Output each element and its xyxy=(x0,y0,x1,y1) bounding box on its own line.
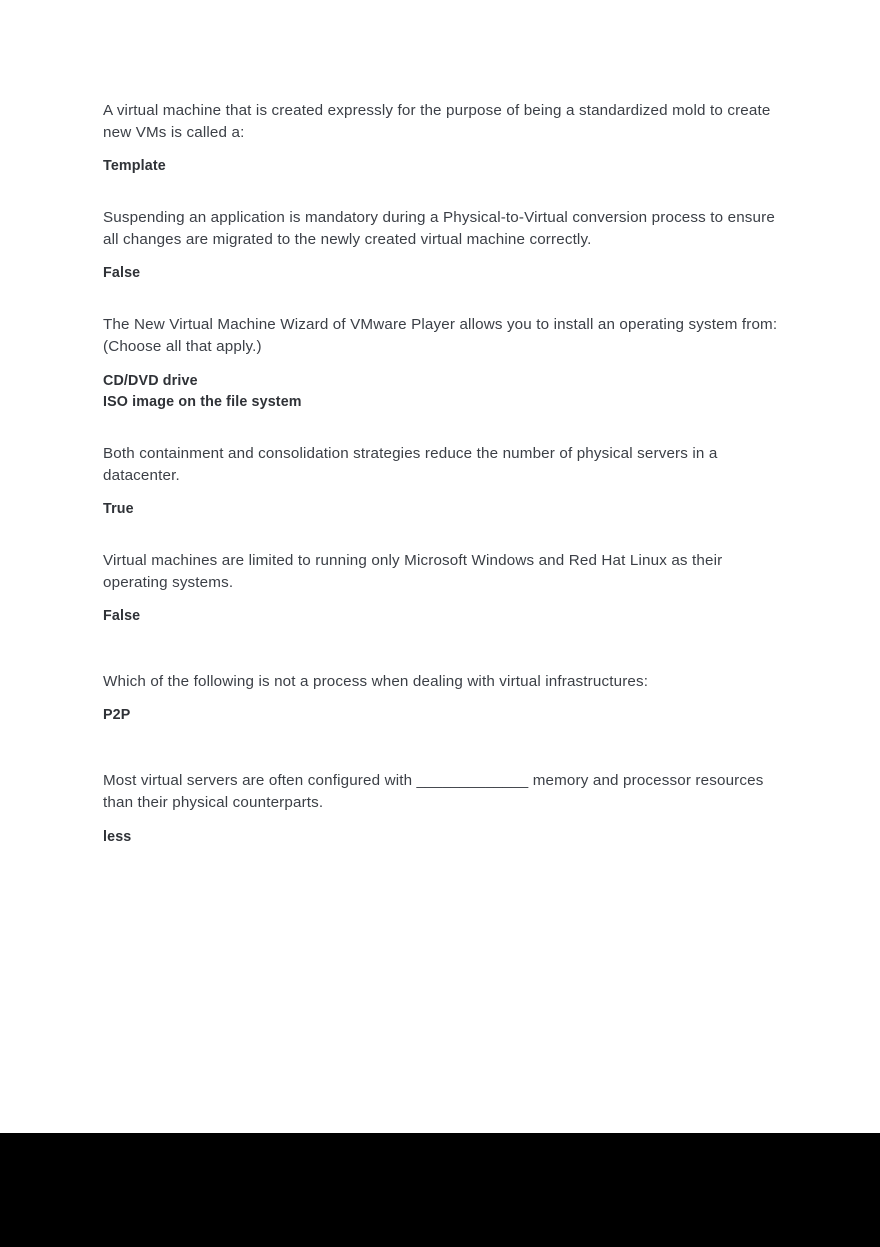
page-footer-bar xyxy=(0,1133,880,1247)
answer-text xyxy=(103,499,778,520)
answer-line: less xyxy=(103,828,132,845)
answer-line: True xyxy=(103,500,134,517)
question-text: Both containment and consolidation strategies reduce the number of physical servers in a datacenter. xyxy=(103,444,718,484)
answer-line: CD/DVD drive xyxy=(103,372,198,389)
answer-line: Template xyxy=(103,158,166,175)
answer-text xyxy=(103,606,778,627)
qa-block xyxy=(103,443,778,520)
answer-text xyxy=(103,263,778,284)
question-text: Suspending an application is mandatory during a Physical-to-Virtual conversion process to ensure all changes are migrated to the newly created virtual machine correctly. xyxy=(103,209,775,249)
qa-block xyxy=(103,207,778,284)
answer-line: P2P xyxy=(103,707,131,724)
question-text: Which of the following is not a process when dealing with virtual infrastructures: xyxy=(103,673,649,691)
qa-block xyxy=(103,550,778,627)
document-body xyxy=(103,100,778,878)
answer-text xyxy=(103,156,778,177)
question-text: Virtual machines are limited to running only Microsoft Windows and Red Hat Linux as their operating systems. xyxy=(103,552,723,592)
answer-line: False xyxy=(103,265,141,282)
qa-block xyxy=(103,100,778,177)
question-text: The New Virtual Machine Wizard of VMware Player allows you to install an operating system from: (Choose all that apply.) xyxy=(103,316,778,356)
question-text: A virtual machine that is created expressly for the purpose of being a standardized mold to create new VMs is called a: xyxy=(103,102,771,142)
answer-line: ISO image on the file system xyxy=(103,393,302,410)
answer-text xyxy=(103,705,778,726)
qa-block xyxy=(103,770,778,847)
question-text: Most virtual servers are often configured with _____________ memory and processor resources than their physical counterparts. xyxy=(103,772,764,812)
answer-text xyxy=(103,827,778,848)
qa-block xyxy=(103,314,778,412)
qa-block xyxy=(103,671,778,726)
answer-text xyxy=(103,371,778,413)
answer-line: False xyxy=(103,608,141,625)
